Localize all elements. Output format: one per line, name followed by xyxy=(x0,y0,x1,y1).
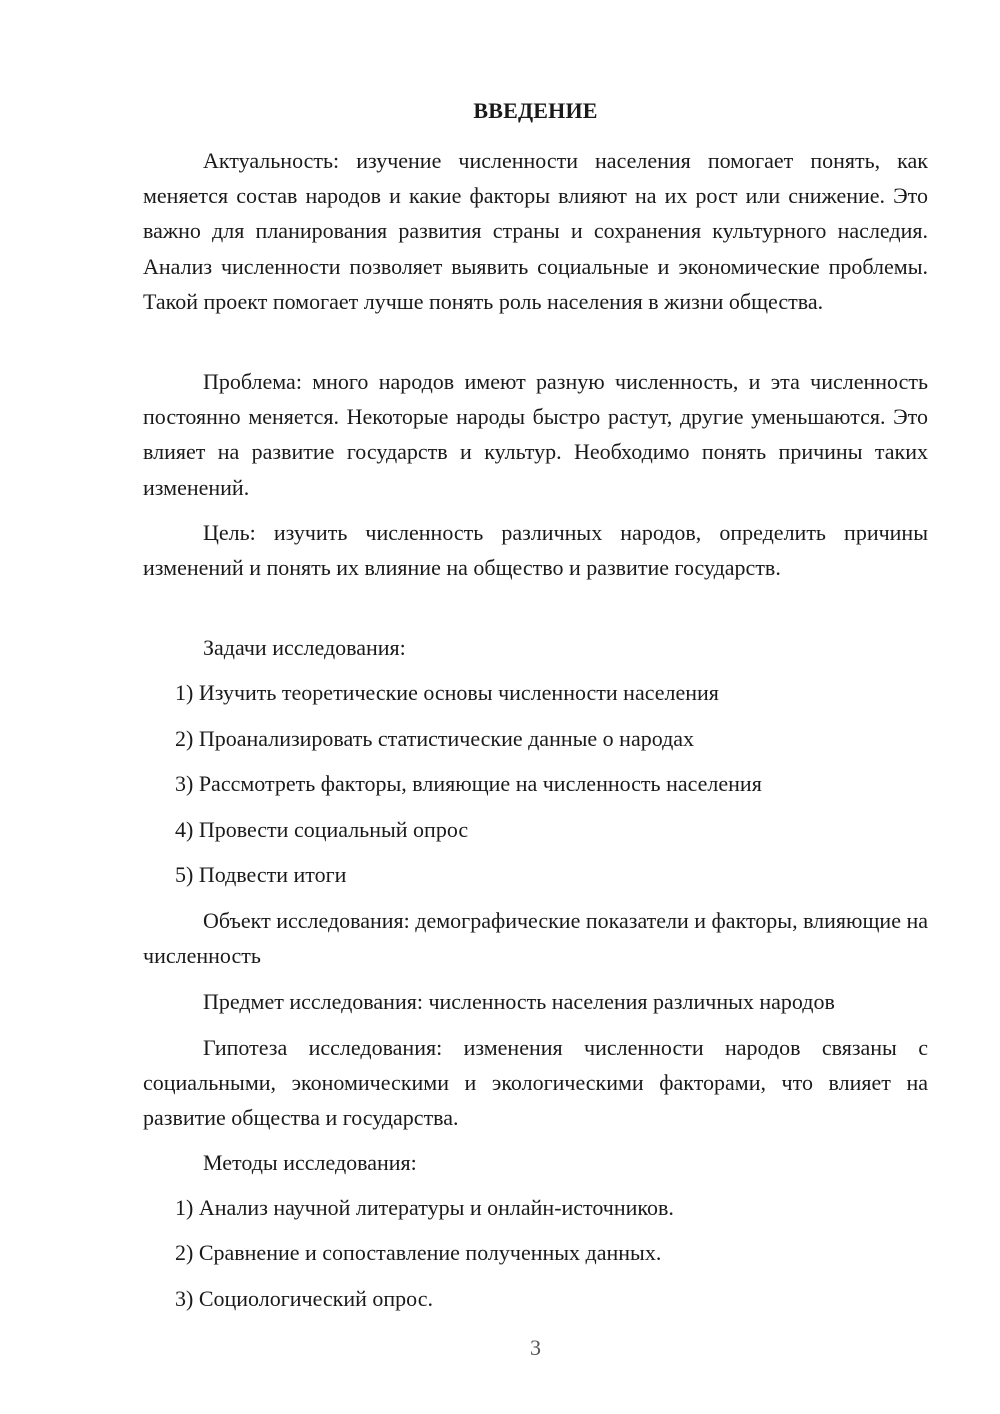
task-item: 3) Рассмотреть факторы, влияющие на численность населения xyxy=(175,771,762,796)
relevance-paragraph: Актуальность: изучение численности населения помогает понять, как меняется состав народов и какие факторы влияют на их рост или снижение. Это важно для планирования развития страны и сохранения культурного наследия. Анализ численности позволяет выявить социальные и экономические проблемы. Такой проект помогает лучше понять роль населения в жизни общества. xyxy=(143,148,928,314)
problem-paragraph: Проблема: много народов имеют разную численность, и эта численность постоянно меняется. Некоторые народы быстро растут, другие уменьшаются. Это влияет на развитие государств и культур. Необходимо понять причины таких изменений. xyxy=(143,369,928,500)
method-item: 2) Сравнение и сопоставление полученных данных. xyxy=(175,1240,662,1265)
task-item: 2) Проанализировать статистические данные о народах xyxy=(175,726,695,751)
hypothesis-paragraph-block xyxy=(143,1030,928,1136)
document-page xyxy=(143,0,928,1414)
task-item: 1) Изучить теоретические основы численности населения xyxy=(175,680,719,705)
relevance-paragraph-block xyxy=(143,143,928,319)
page-number: 3 xyxy=(530,1335,541,1360)
hypothesis-paragraph: Гипотеза исследования: изменения численности народов связаны с социальными, экономическими и экологическими факторами, что влияет на развитие общества и государства. xyxy=(143,1035,928,1131)
object-paragraph-block xyxy=(143,903,928,973)
page-title: ВВЕДЕНИЕ xyxy=(473,98,598,123)
task-item: 4) Провести социальный опрос xyxy=(175,817,469,842)
subject-line: Предмет исследования: численность населения различных народов xyxy=(203,989,835,1014)
goal-paragraph-block xyxy=(143,515,928,585)
methods-heading: Методы исследования: xyxy=(203,1150,417,1175)
method-item: 1) Анализ научной литературы и онлайн-источников. xyxy=(175,1195,674,1220)
task-item: 5) Подвести итоги xyxy=(175,862,347,887)
object-paragraph: Объект исследования: демографические показатели и факторы, влияющие на численность xyxy=(143,908,928,969)
goal-paragraph: Цель: изучить численность различных народов, определить причины изменений и понять их влияние на общество и развитие государств. xyxy=(143,520,928,581)
problem-paragraph-block xyxy=(143,364,928,505)
tasks-heading: Задачи исследования: xyxy=(203,635,406,660)
method-item: 3) Социологический опрос. xyxy=(175,1286,433,1311)
